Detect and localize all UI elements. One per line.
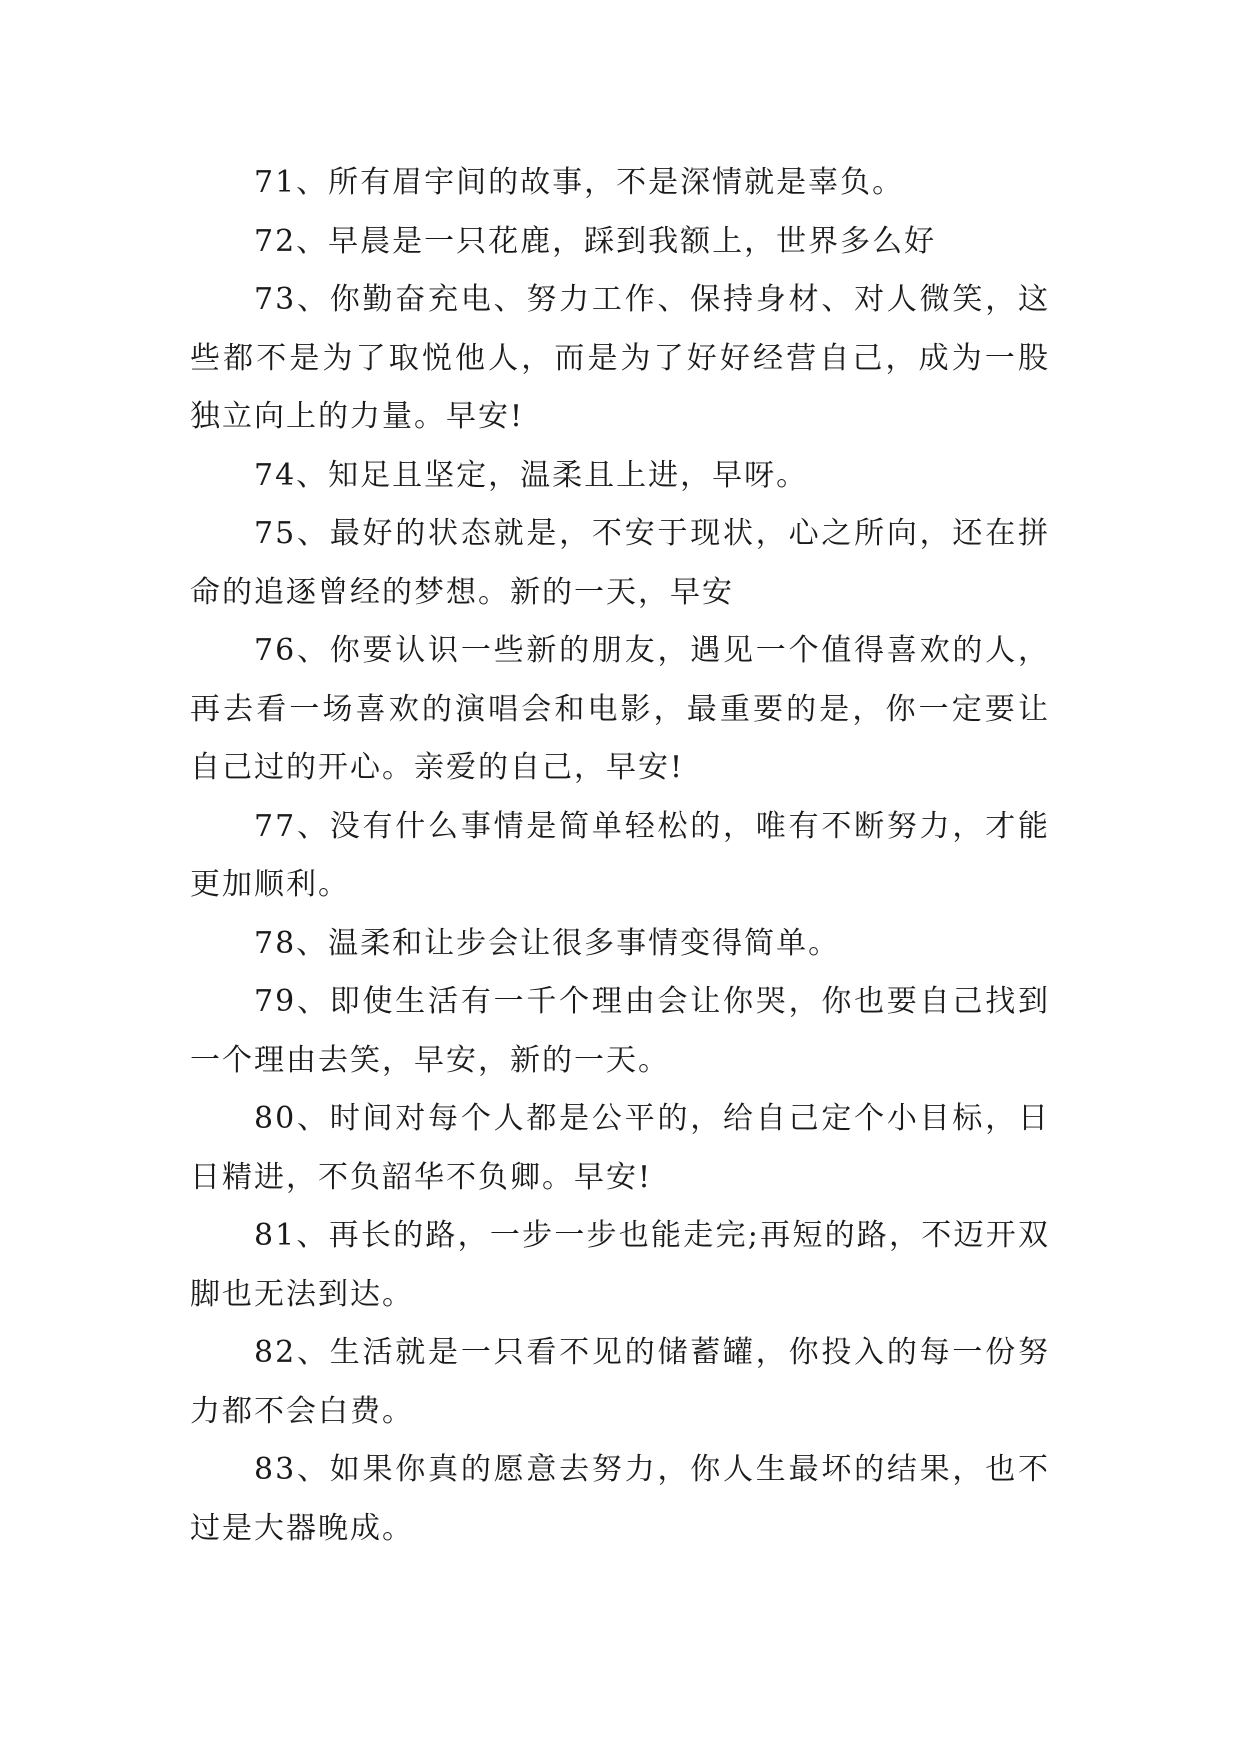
paragraph-72: 72、早晨是一只花鹿，踩到我额上，世界多么好: [254, 223, 937, 259]
document-body: [190, 154, 1050, 1558]
paragraph-74: 74、知足且坚定，温柔且上进，早呀。: [254, 457, 809, 493]
paragraph-83: 83、如果你真的愿意去努力，你人生最坏的结果，也不过是大器晚成。: [190, 1452, 1050, 1546]
paragraph-82: 82、生活就是一只看不见的储蓄罐，你投入的每一份努力都不会白费。: [190, 1335, 1050, 1429]
paragraph-79: 79、即使生活有一千个理由会让你哭，你也要自己找到一个理由去笑，早安，新的一天。: [190, 984, 1050, 1078]
paragraph-80: 80、时间对每个人都是公平的，给自己定个小目标，日日精进，不负韶华不负卿。早安!: [190, 1101, 1050, 1195]
paragraph-75: 75、最好的状态就是，不安于现状，心之所向，还在拼命的追逐曾经的梦想。新的一天，早安: [190, 516, 1050, 610]
paragraph-77: 77、没有什么事情是简单轻松的，唯有不断努力，才能更加顺利。: [190, 808, 1050, 902]
paragraph-73: 73、你勤奋充电、努力工作、保持身材、对人微笑，这些都不是为了取悦他人，而是为了好好经营自己，成为一股独立向上的力量。早安!: [190, 282, 1050, 434]
paragraph-71: 71、所有眉宇间的故事，不是深情就是辜负。: [254, 165, 905, 200]
paragraph-81: 81、再长的路，一步一步也能走完;再短的路，不迈开双脚也无法到达。: [190, 1218, 1050, 1312]
paragraph-76: 76、你要认识一些新的朋友，遇见一个值得喜欢的人，再去看一场喜欢的演唱会和电影，最重要的是，你一定要让自己过的开心。亲爱的自己，早安!: [190, 633, 1050, 785]
paragraph-78: 78、温柔和让步会让很多事情变得简单。: [254, 925, 841, 961]
